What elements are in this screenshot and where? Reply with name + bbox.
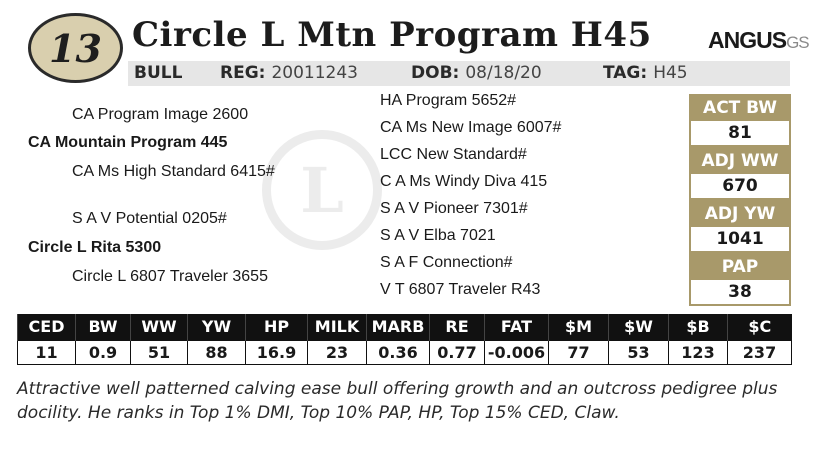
performance-pap (689, 253, 791, 306)
epd-header: $C (728, 314, 792, 340)
pedigree-sire-sire: CA Program Image 2600 (72, 106, 249, 123)
pedigree-right-item: S A V Elba 7021 (380, 227, 496, 244)
epd-value: 0.9 (76, 340, 131, 364)
epd-value: 237 (728, 340, 792, 364)
epd-value: -0.006 (485, 340, 549, 364)
epd-value: 53 (609, 340, 669, 364)
pedigree-sire-dam: CA Ms High Standard 6415# (72, 163, 275, 180)
epd-header: FAT (485, 314, 549, 340)
epd-table (17, 314, 792, 365)
tag-label: TAG: (603, 63, 648, 83)
epd-header: WW (131, 314, 188, 340)
pedigree-dam-dam: Circle L 6807 Traveler 3655 (72, 268, 268, 285)
pedigree-right-item: LCC New Standard# (380, 146, 527, 163)
epd-value: 88 (188, 340, 246, 364)
epd-value: 16.9 (246, 340, 308, 364)
lot-number-badge (28, 13, 123, 83)
dob-value: 08/18/20 (465, 63, 542, 83)
lot-comments: Attractive well patterned calving ease bull offering growth and an outcross pedigree plus docility. He ranks in Top 1% DMI, Top 10% PAP, HP, Top 15% CED, Claw. (17, 379, 778, 423)
epd-header: YW (188, 314, 246, 340)
performance-act-bw (689, 94, 791, 147)
breed-logo-main: ANGUS (708, 27, 787, 53)
epd-header: $M (549, 314, 609, 340)
tag-value: H45 (653, 63, 688, 83)
performance-value: 670 (689, 174, 791, 200)
performance-label: PAP (689, 253, 791, 280)
performance-label: ADJ YW (689, 200, 791, 227)
epd-header: $B (669, 314, 728, 340)
performance-value: 1041 (689, 227, 791, 253)
dob-label: DOB: (411, 63, 460, 83)
info-bar (128, 61, 790, 86)
animal-name: Circle L Mtn Program H45 (132, 15, 652, 55)
pedigree-dam: Circle L Rita 5300 (28, 239, 162, 256)
performance-label: ACT BW (689, 94, 791, 121)
date-of-birth (411, 63, 542, 83)
pedigree-right-item: C A Ms Windy Diva 415 (380, 173, 548, 190)
epd-header: MILK (308, 314, 367, 340)
pedigree-right-item: V T 6807 Traveler R43 (380, 281, 541, 298)
epd-value: 11 (18, 340, 76, 364)
pedigree-right-item: CA Ms New Image 6007# (380, 119, 562, 136)
lot-number: 13 (49, 25, 102, 71)
epd-header-row (18, 314, 792, 340)
reg-label: REG: (220, 63, 266, 83)
watermark-letter: L (300, 153, 344, 227)
pedigree-right-item: HA Program 5652# (380, 92, 517, 109)
performance-value: 38 (689, 280, 791, 306)
epd-value: 0.36 (367, 340, 430, 364)
farm-logo-watermark (262, 130, 382, 250)
epd-header: CED (18, 314, 76, 340)
pedigree-right-item: S A F Connection# (380, 254, 513, 271)
pedigree-sire: CA Mountain Program 445 (28, 134, 228, 151)
epd-value: 123 (669, 340, 728, 364)
epd-header: $W (609, 314, 669, 340)
breed-logo-suffix: GS (786, 33, 809, 52)
sex-label: BULL (134, 63, 183, 83)
epd-value-row (18, 340, 792, 364)
performance-value: 81 (689, 121, 791, 147)
pedigree-right-item: S A V Pioneer 7301# (380, 200, 528, 217)
epd-header: RE (430, 314, 485, 340)
reg-value: 20011243 (271, 63, 358, 83)
tag (603, 63, 688, 83)
epd-header: BW (76, 314, 131, 340)
breed-logo (708, 27, 809, 54)
performance-adj-ww (689, 147, 791, 200)
registration (220, 63, 358, 83)
performance-adj-yw (689, 200, 791, 253)
pedigree-dam-sire: S A V Potential 0205# (72, 210, 227, 227)
performance-label: ADJ WW (689, 147, 791, 174)
epd-header: MARB (367, 314, 430, 340)
epd-value: 23 (308, 340, 367, 364)
epd-value: 77 (549, 340, 609, 364)
epd-value: 51 (131, 340, 188, 364)
epd-header: HP (246, 314, 308, 340)
epd-value: 0.77 (430, 340, 485, 364)
